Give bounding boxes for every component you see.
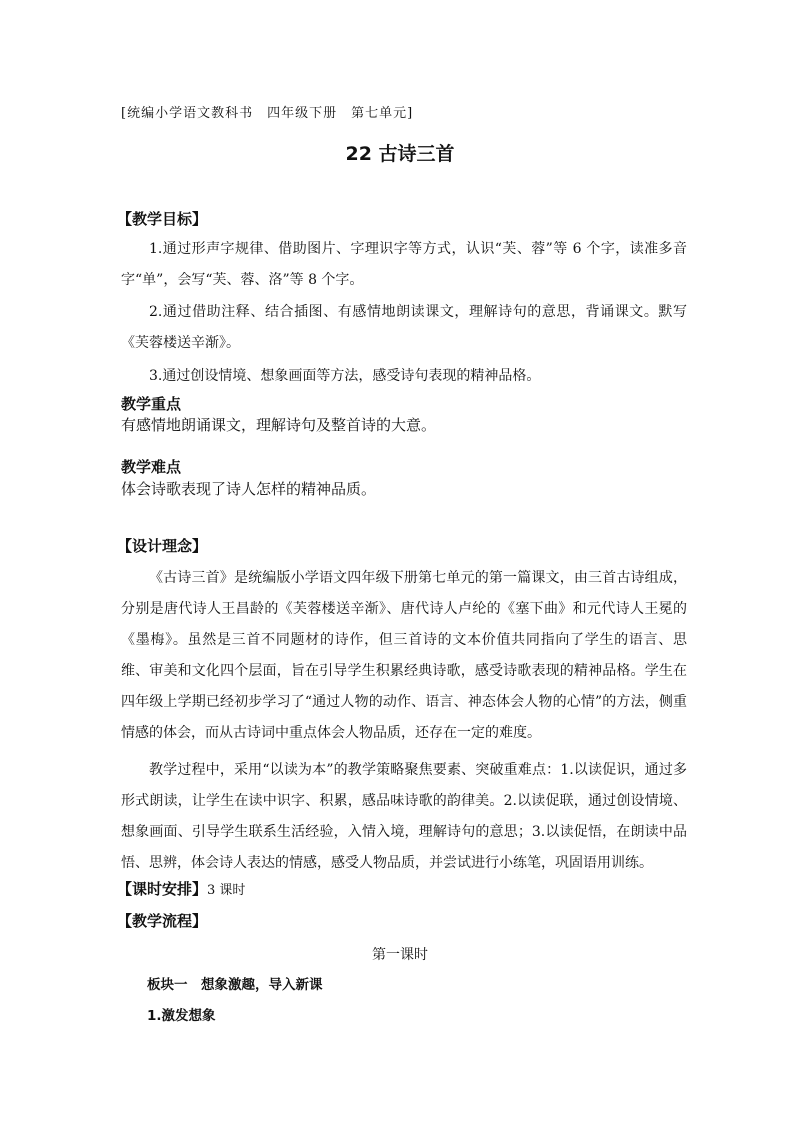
step-title: 1.激发想象 [147,1008,216,1024]
process-heading: 【教学流程】 [117,912,208,930]
design-paragraph-2: 教学过程中，采用“以读为本”的教学策略聚焦要素、突破重难点：1.以读促识，通过多形式朗读，让学生在读中识字、积累，感品味诗歌的韵律美。2.以读促联，通过创设情境、想象画面、引导学生联系生活经验，入情入境，理解诗句的意思；3.以读促悟，在朗读中品悟、思辨，体会诗人表达的情感，感受人物品质，并尝试进行小练笔，巩固语用训练。 [121,762,687,871]
schedule-line [117,878,245,899]
key-points-text: 有感情地朗诵课文，理解诗句及整首诗的大意。 [121,416,437,434]
course-header: [统编小学语文教科书 四年级下册 第七单元] [121,106,414,121]
schedule-heading: 【课时安排】 [117,880,208,898]
goal-item-1: 1.通过形声字规律、借助图片、字理识字等方式，认识“芙、蓉”等 6 个字，读准多音字“单”，会写“芙、蓉、洛”等 8 个字。 [121,241,687,288]
page-title: 22 古诗三首 [345,143,455,165]
difficult-points-heading: 教学难点 [121,458,182,476]
lesson-title: 第一课时 [372,947,428,963]
design-concept-heading: 【设计理念】 [117,537,208,555]
design-paragraph-1: 《古诗三首》是统编版小学语文四年级下册第七单元的第一篇课文，由三首古诗组成，分别是唐代诗人王昌龄的《芙蓉楼送辛渐》、唐代诗人卢纶的《塞下曲》和元代诗人王冕的《墨梅》。虽然是三首不同题材的诗作，但三首诗的文本价值共同指向了学生的语言、思维、审美和文化四个层面，旨在引导学生积累经典诗歌，感受诗歌表现的精神品格。学生在四年级上学期已经初步学习了“通过人物的动作、语言、神态体会人物的心情”的方法，侧重情感的体会，而从古诗词中重点体会人物品质，还存在一定的难度。 [121,570,687,741]
goal-item-2: 2.通过借助注释、结合插图、有感情地朗读课文，理解诗句的意思，背诵课文。默写《芙蓉楼送辛渐》。 [121,304,687,351]
key-points-heading: 教学重点 [121,395,182,413]
goal-item-3: 3.通过创设情境、想象画面等方法，感受诗句表现的精神品格。 [149,368,541,384]
schedule-value: 3 课时 [207,883,246,898]
difficult-points-text: 体会诗歌表现了诗人怎样的精神品质。 [121,480,377,498]
teaching-goals-heading: 【教学目标】 [117,210,208,228]
block-title: 板块一 想象激趣，导入新课 [147,977,323,993]
